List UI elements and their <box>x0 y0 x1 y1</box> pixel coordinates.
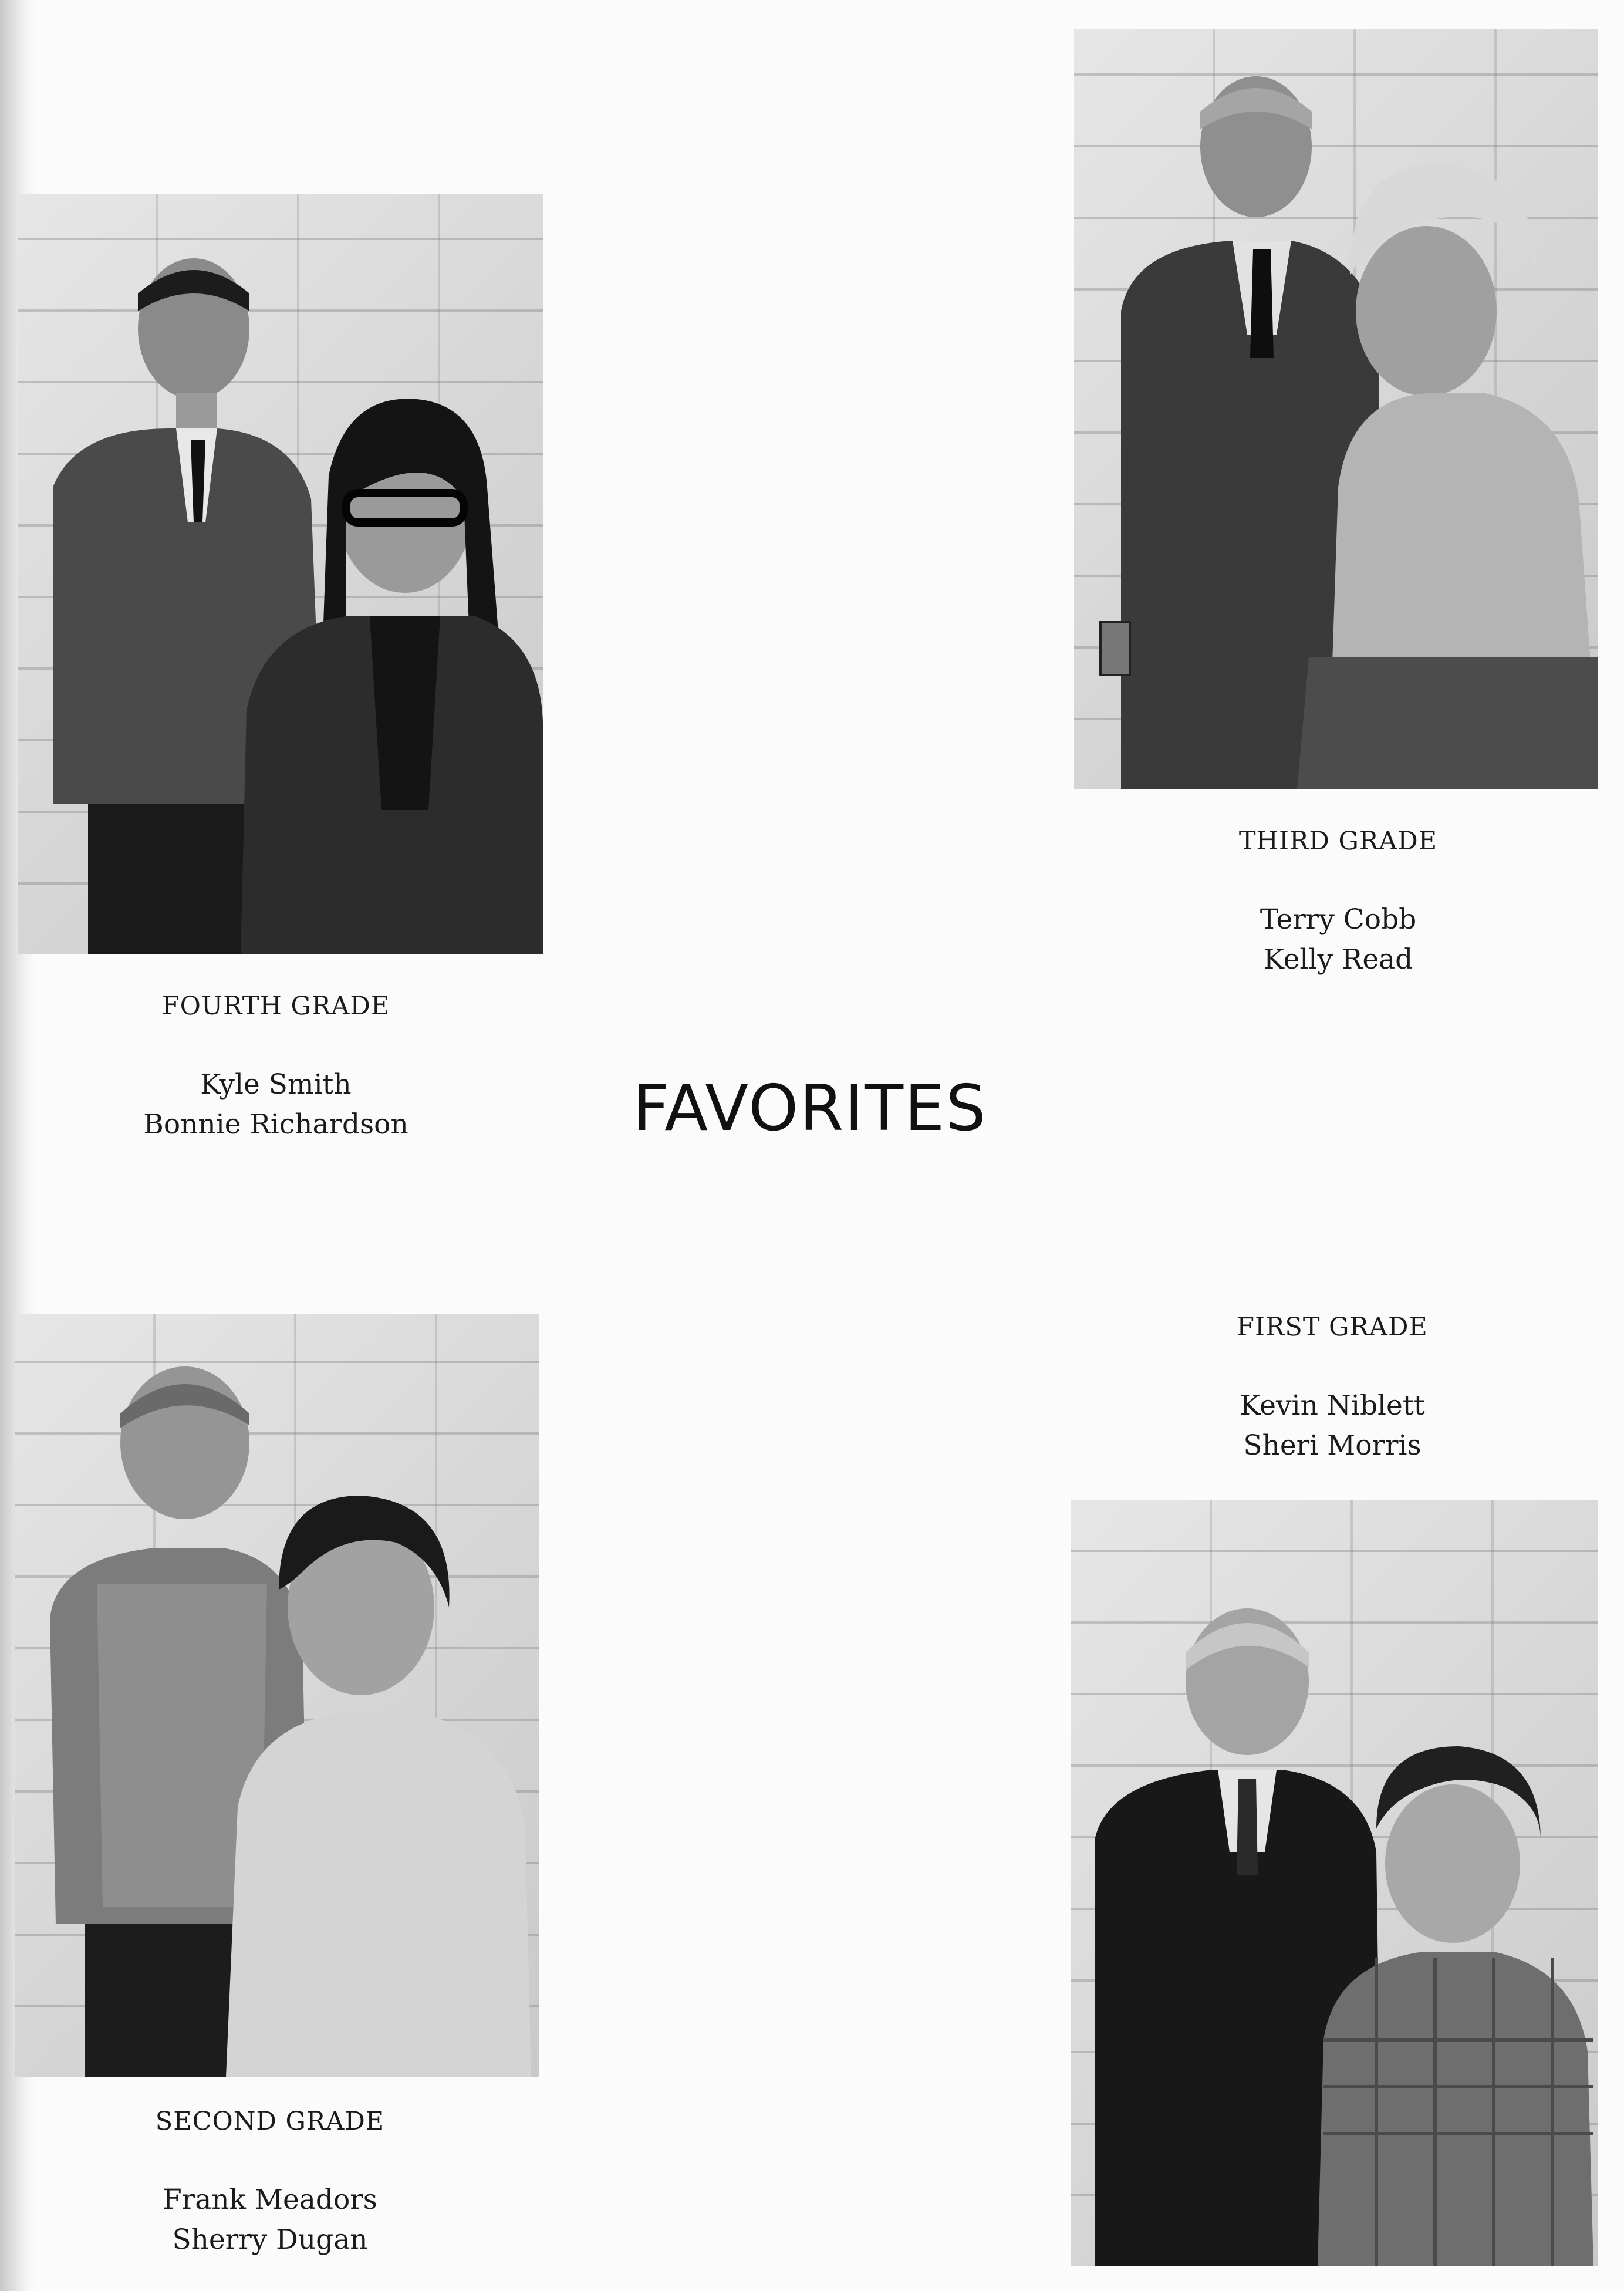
second-grade-names <box>112 2180 428 2260</box>
third-grade-caption <box>1180 826 1497 980</box>
fourth-grade-photo-figures <box>18 194 543 954</box>
fourth-grade-names <box>117 1065 434 1145</box>
fourth-grade-label: FOURTH GRADE <box>161 991 390 1021</box>
first-grade-name-1: Kevin Niblett <box>1240 1389 1425 1422</box>
third-grade-label: THIRD GRADE <box>1238 826 1438 856</box>
second-grade-photo <box>15 1314 539 2077</box>
third-grade-name-1: Terry Cobb <box>1260 903 1417 936</box>
first-grade-photo <box>1071 1500 1598 2266</box>
third-grade-photo <box>1074 29 1598 789</box>
third-grade-photo-figures <box>1074 29 1598 789</box>
second-grade-photo-figures <box>15 1314 539 2077</box>
second-grade-label: SECOND GRADE <box>155 2107 385 2136</box>
first-grade-label: FIRST GRADE <box>1237 1312 1428 1342</box>
first-grade-name-2: Sheri Morris <box>1243 1429 1422 1462</box>
first-grade-caption <box>1174 1312 1491 1466</box>
first-grade-photo-figures <box>1071 1500 1598 2266</box>
fourth-grade-name-2: Bonnie Richardson <box>143 1108 408 1141</box>
fourth-grade-photo <box>18 194 543 954</box>
first-grade-names <box>1174 1386 1491 1466</box>
second-grade-name-2: Sherry Dugan <box>172 2223 368 2256</box>
fourth-grade-caption <box>117 991 434 1145</box>
third-grade-name-2: Kelly Read <box>1263 943 1413 976</box>
page-title: FAVORITES <box>633 1072 987 1145</box>
third-grade-names <box>1180 900 1497 980</box>
fourth-grade-name-1: Kyle Smith <box>200 1068 352 1101</box>
second-grade-caption <box>112 2109 428 2260</box>
second-grade-name-1: Frank Meadors <box>163 2184 377 2216</box>
